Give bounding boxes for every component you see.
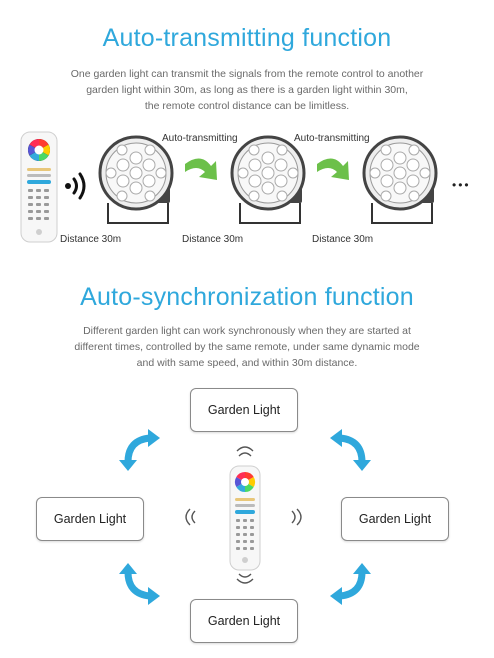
floodlight-icon: [362, 131, 444, 227]
double-arrow-icon: [328, 428, 372, 472]
signal-waves-icon: [183, 508, 197, 526]
garden-light-box-left: Garden Light: [36, 497, 144, 541]
garden-light-box-bottom: Garden Light: [190, 599, 298, 643]
distance-label: Distance 30m: [60, 234, 122, 245]
title-auto-synchronization: Auto-synchronization function: [80, 283, 414, 311]
signal-waves-icon: [290, 508, 304, 526]
distance-label: Distance 30m: [312, 234, 374, 245]
description-line: garden light within 30m, as long as there is a garden light within 30m,: [86, 84, 408, 96]
signal-waves-icon: [236, 572, 254, 586]
floodlight-icon: [98, 131, 180, 227]
auto-transmitting-label: Auto-transmitting: [294, 133, 370, 144]
auto-transmitting-label: Auto-transmitting: [162, 133, 238, 144]
description-line: One garden light can transmit the signals from the remote control to another: [70, 68, 424, 80]
curved-arrow-icon: [315, 154, 355, 184]
title-auto-transmitting: Auto-transmitting function: [102, 24, 392, 52]
double-arrow-icon: [118, 428, 162, 472]
description-line: the remote control distance can be limitless.: [144, 100, 350, 112]
double-arrow-icon: [328, 562, 372, 606]
garden-light-box-top: Garden Light: [190, 388, 298, 432]
description-line: and with same speed, and within 30m distance.: [136, 357, 358, 369]
signal-waves-icon: [64, 170, 92, 202]
remote-control-icon: [229, 465, 261, 571]
auto-synchronization-description: [40, 323, 454, 371]
signal-waves-icon: [236, 444, 254, 458]
description-line: Different garden light can work synchronously when they are started at: [83, 325, 411, 337]
auto-transmitting-description: [40, 66, 454, 114]
remote-control-icon: [20, 131, 58, 243]
garden-light-box-right: Garden Light: [341, 497, 449, 541]
distance-label: Distance 30m: [182, 234, 244, 245]
description-line: different times, controlled by the same remote, under same dynamic mode: [74, 341, 420, 353]
curved-arrow-icon: [183, 154, 223, 184]
more-indicator: •••: [452, 178, 471, 192]
floodlight-icon: [230, 131, 312, 227]
double-arrow-icon: [118, 562, 162, 606]
